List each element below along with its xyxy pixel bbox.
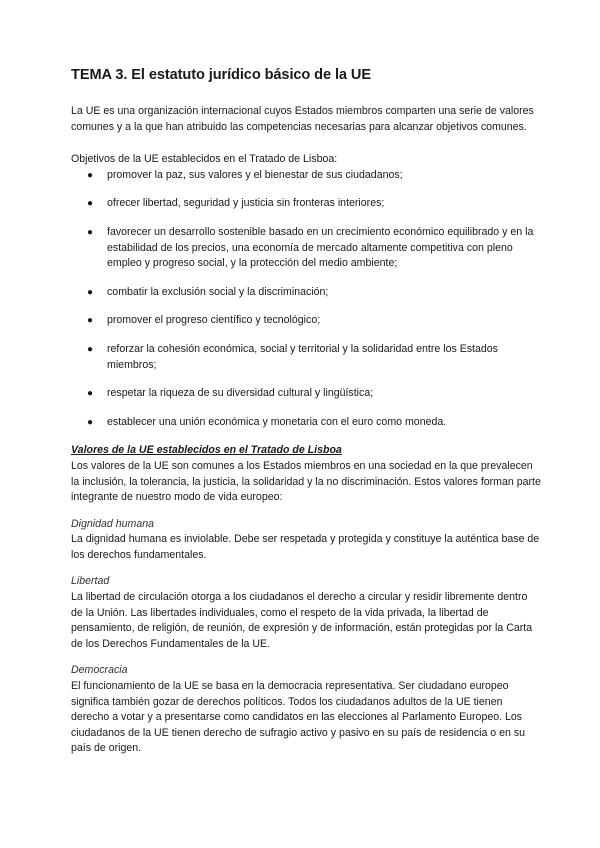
value-text-dignidad: La dignidad humana es inviolable. Debe ser respetada y protegida y constituye la auténtica base de los derechos fundamentales. — [71, 533, 540, 561]
list-item — [71, 225, 541, 272]
list-item-text: combatir la exclusión social y la discriminación; — [107, 285, 329, 298]
bullet-icon: ● — [87, 388, 94, 400]
value-text-democracia: El funcionamiento de la UE se basa en la democracia representativa. Ser ciudadano europeo significa también gozar de derechos políticos. Todos los ciudadanos adultos de la UE tienen derecho a votar y a presentarse como candidatos en las elecciones al Parlamento Europeo. Los ciudadanos de la UE tienen derecho de sufragio activo y pasivo en su país de residencia o en su país de origen. — [71, 680, 526, 755]
bullet-icon: ● — [87, 198, 94, 210]
list-item — [71, 168, 541, 184]
list-item-text: respetar la riqueza de su diversidad cultural y lingüística; — [107, 387, 374, 400]
bullet-icon: ● — [87, 286, 94, 298]
list-item-text: establecer una unión económica y monetaria con el euro como moneda. — [107, 415, 447, 428]
list-item-text: favorecer un desarrollo sostenible basado en un crecimiento económico equilibrado y en la estabilidad de los precios, una economía de mercado altamente competitiva con pleno empleo y progreso social, y la protección del medio ambiente; — [107, 225, 534, 270]
objectives-title: Objetivos de la UE establecidos en el Tratado de Lisboa: — [71, 153, 338, 166]
value-heading-libertad: Libertad — [71, 575, 110, 588]
objectives-list — [71, 168, 541, 431]
list-item — [71, 313, 541, 329]
bullet-icon: ● — [87, 315, 94, 327]
list-item-text: promover el progreso científico y tecnológico; — [107, 314, 321, 327]
values-section-heading: Valores de la UE establecidos en el Tratado de Lisboa — [71, 444, 342, 457]
bullet-icon: ● — [87, 226, 94, 238]
list-item — [71, 386, 541, 402]
document-title: TEMA 3. El estatuto jurídico básico de la UE — [71, 67, 371, 83]
list-item — [71, 342, 541, 373]
list-item-text: ofrecer libertad, seguridad y justicia sin fronteras interiores; — [107, 197, 385, 210]
list-item — [71, 415, 541, 431]
value-text-libertad: La libertad de circulación otorga a los ciudadanos el derecho a circular y residir libremente dentro de la Unión. Las libertades individuales, como el respeto de la vida privada, la libertad de pensamiento, de religión, de reunión, de expresión y de información, están protegidas por la Carta de los Derechos Fundamentales de la UE. — [71, 591, 533, 650]
value-heading-dignidad: Dignidad humana — [71, 517, 155, 530]
list-item — [71, 285, 541, 301]
list-item-text: promover la paz, sus valores y el bienestar de sus ciudadanos; — [107, 168, 403, 181]
intro-paragraph: La UE es una organización internacional cuyos Estados miembros comparten una serie de valores comunes y a la que han atribuido las competencias necesarias para alcanzar objetivos comunes. — [71, 105, 534, 133]
values-section-body: Los valores de la UE son comunes a los Estados miembros en una sociedad en la que prevalecen la inclusión, la tolerancia, la justicia, la solidaridad y la no discriminación. Estos valores forman parte integrante de nuestro modo de vida europeo: — [71, 459, 541, 504]
bullet-icon: ● — [87, 416, 94, 428]
document-page — [71, 66, 541, 768]
bullet-icon: ● — [87, 169, 94, 181]
list-item — [71, 196, 541, 212]
list-item-text: reforzar la cohesión económica, social y territorial y la solidaridad entre los Estados miembros; — [107, 342, 498, 371]
bullet-icon: ● — [87, 343, 94, 355]
value-heading-democracia: Democracia — [71, 664, 128, 677]
